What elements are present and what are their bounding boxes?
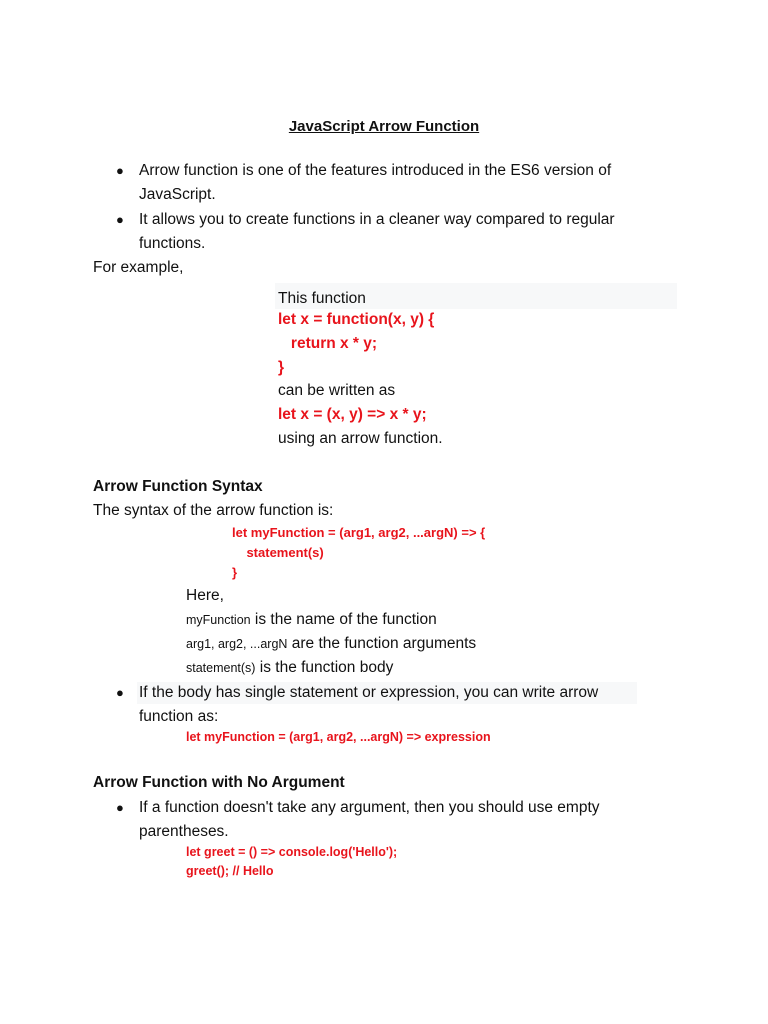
bullet-dot: ●	[116, 212, 124, 227]
explanation-1	[186, 610, 437, 630]
no-arg-bullet-line-2: parentheses.	[139, 823, 229, 840]
intro-bullet-2-line-1: It allows you to create functions in a cleaner way compared to regular	[139, 211, 615, 228]
no-arg-bullet-line-1: If a function doesn't take any argument, then you should use empty	[139, 799, 600, 816]
explanation-term: myFunction	[186, 613, 251, 627]
syntax-bullet-line-2: function as:	[139, 708, 219, 725]
intro-bullet-1-line-1: Arrow function is one of the features introduced in the ES6 version of	[139, 162, 612, 179]
example-outro: using an arrow function.	[278, 430, 443, 447]
syntax-code-line-3: }	[232, 565, 238, 580]
syntax-intro: The syntax of the arrow function is:	[93, 502, 334, 519]
example-code-line-3: }	[278, 359, 285, 376]
example-arrow-code: let x = (x, y) => x * y;	[278, 406, 427, 423]
example-code-line-1: let x = function(x, y) {	[278, 311, 435, 328]
example-intro: This function	[278, 290, 366, 307]
bullet-dot: ●	[116, 163, 124, 178]
bullet-dot: ●	[116, 800, 124, 815]
syntax-code-line-1: let myFunction = (arg1, arg2, ...argN) => {	[232, 525, 486, 540]
for-example-text: For example,	[93, 259, 184, 276]
here-text: Here,	[186, 587, 224, 604]
no-arg-code-line-1: let greet = () => console.log('Hello');	[186, 845, 398, 859]
explanation-desc: are the function arguments	[287, 635, 477, 652]
explanation-2	[186, 634, 476, 654]
example-code-line-2: return x * y;	[278, 335, 378, 352]
page-title: JavaScript Arrow Function	[288, 118, 480, 135]
no-arg-heading: Arrow Function with No Argument	[93, 774, 345, 791]
syntax-bullet-line-1: If the body has single statement or expression, you can write arrow	[139, 684, 599, 701]
explanation-3	[186, 658, 393, 678]
example-mid-text: can be written as	[278, 382, 396, 399]
explanation-term: statement(s)	[186, 661, 256, 675]
intro-bullet-2-line-2: functions.	[139, 235, 206, 252]
explanation-desc: is the name of the function	[250, 611, 437, 628]
syntax-heading: Arrow Function Syntax	[93, 478, 263, 495]
no-arg-code-line-2: greet(); // Hello	[186, 864, 274, 878]
bullet-dot: ●	[116, 685, 124, 700]
explanation-desc: is the function body	[255, 659, 394, 676]
intro-bullet-1-line-2: JavaScript.	[139, 186, 216, 203]
syntax-single-code: let myFunction = (arg1, arg2, ...argN) => expression	[186, 730, 491, 744]
syntax-code-line-2: statement(s)	[232, 545, 324, 560]
explanation-term: arg1, arg2, ...argN	[186, 637, 288, 651]
